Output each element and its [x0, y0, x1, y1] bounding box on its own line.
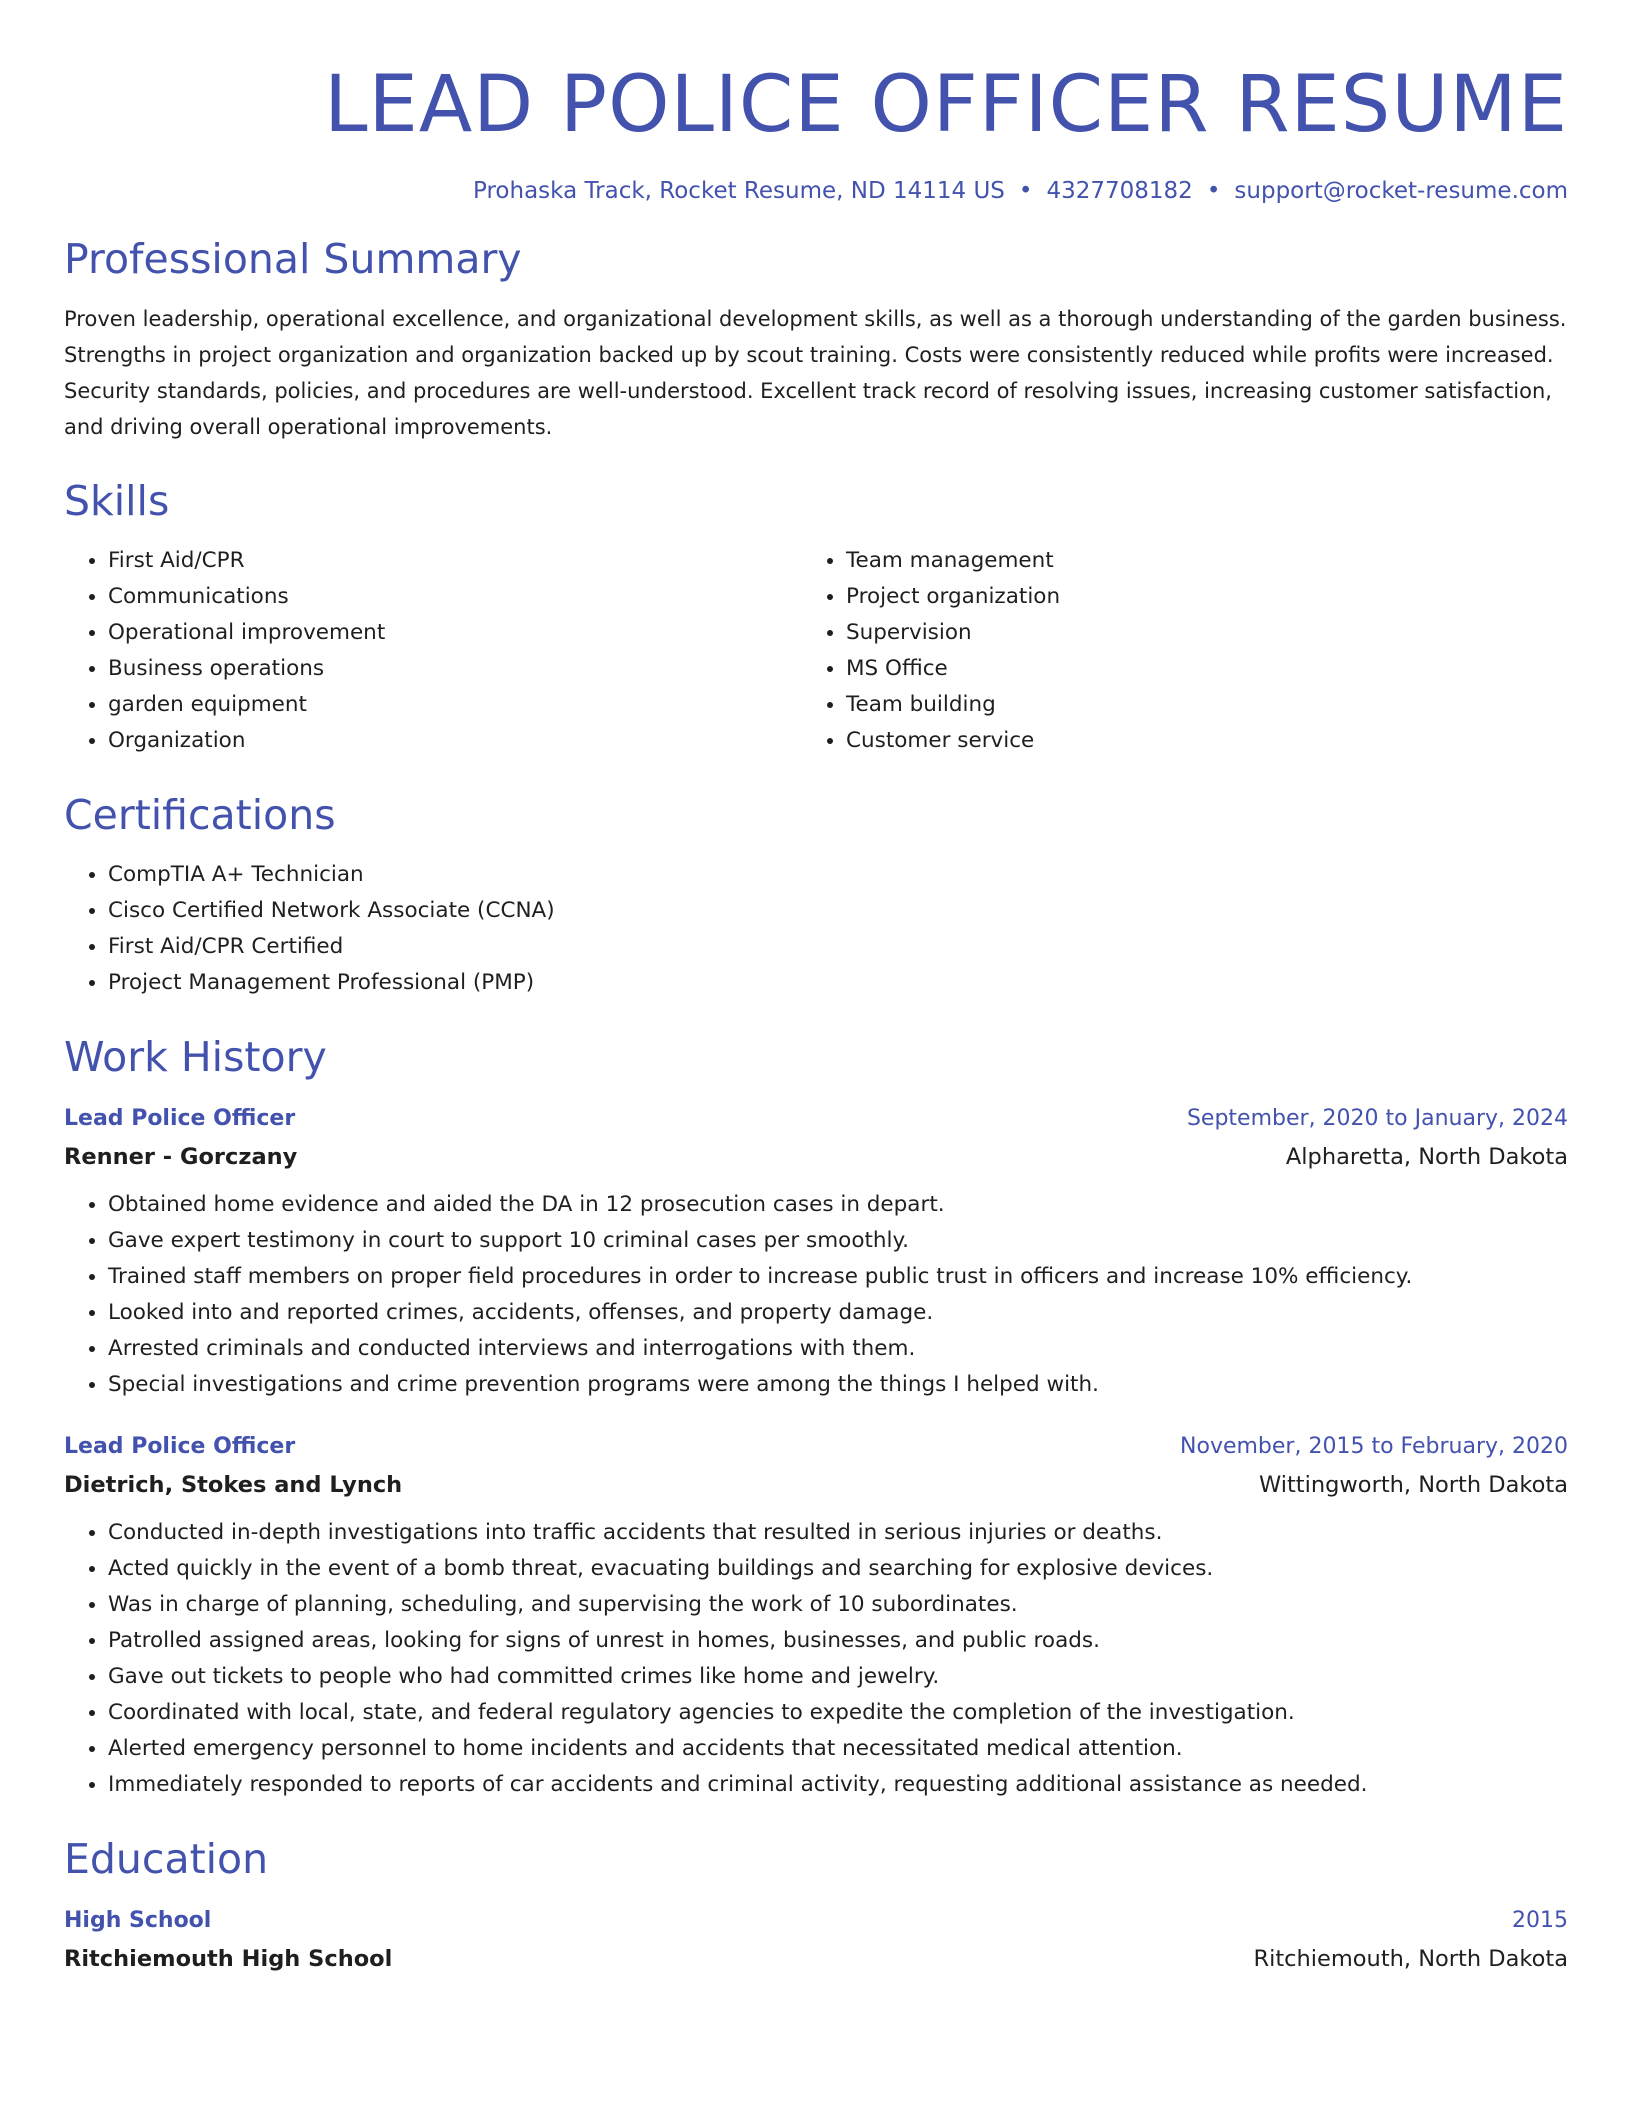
certifications-list [64, 857, 1568, 1001]
certification-item: • First Aid/CPR Certified [108, 929, 1568, 965]
skill-item: • First Aid/CPR [108, 543, 802, 579]
work-history-section [64, 1031, 1568, 1803]
education-degree: High School [64, 1908, 212, 1933]
certification-item: • Project Management Professional (PMP) [108, 965, 1568, 1001]
job-entry [64, 1429, 1568, 1803]
skill-item: • MS Office [846, 651, 1568, 687]
contact-separator: • [1018, 178, 1033, 204]
job-duty: • Gave expert testimony in court to support 10 criminal cases per smoothly. [108, 1223, 1568, 1259]
skill-item: • Communications [108, 579, 802, 615]
education-header-row [64, 1903, 1568, 1939]
job-company: Renner - Gorczany [64, 1144, 298, 1170]
education-entry [64, 1903, 1568, 1979]
education-school-row [64, 1939, 1568, 1979]
skill-item: • Supervision [846, 615, 1568, 651]
skill-item: • Project organization [846, 579, 1568, 615]
contact-email[interactable]: support@rocket-resume.com [1234, 178, 1568, 204]
certifications-heading: Certifications [64, 791, 336, 839]
job-header-row [64, 1429, 1568, 1465]
skill-item: • Operational improvement [108, 615, 802, 651]
job-company-row [64, 1137, 1568, 1177]
education-year: 2015 [1512, 1908, 1568, 1933]
education-location: Ritchiemouth, North Dakota [1253, 1946, 1568, 1972]
skills-list-right [802, 543, 1568, 759]
work-history-heading: Work History [64, 1033, 327, 1081]
contact-separator: • [1206, 178, 1221, 204]
job-duty: • Trained staff members on proper field procedures in order to increase public trust in officers and increase 10% efficiency. [108, 1259, 1568, 1295]
summary-text: Proven leadership, operational excellence, and organizational development skills, as well as a thorough understanding of the garden business. Strengths in project organization and organization backed up by scout training. Costs were consistently reduced while profits were increased. Security standards, policies, and procedures are well-understood. Excellent track record of resolving issues, increasing customer satisfaction, and driving overall operational improvements. [64, 307, 1567, 439]
job-duty: • Was in charge of planning, scheduling, and supervising the work of 10 subordinates. [108, 1587, 1568, 1623]
job-title: Lead Police Officer [64, 1434, 296, 1459]
job-company: Dietrich, Stokes and Lynch [64, 1472, 403, 1498]
job-duty: • Patrolled assigned areas, looking for signs of unrest in homes, businesses, and public roads. [108, 1623, 1568, 1659]
education-section [64, 1833, 1568, 1979]
skill-item: • Team building [846, 687, 1568, 723]
education-school: Ritchiemouth High School [64, 1946, 393, 1972]
skill-item: • Organization [108, 723, 802, 759]
job-title: Lead Police Officer [64, 1106, 296, 1131]
job-duty: • Special investigations and crime prevention programs were among the things I helped with. [108, 1367, 1568, 1403]
skills-section [64, 475, 1568, 759]
job-company-row [64, 1465, 1568, 1505]
job-location: Alpharetta, North Dakota [1285, 1144, 1568, 1170]
skill-item: • Team management [846, 543, 1568, 579]
summary-section [64, 233, 1568, 445]
skills-list-left [64, 543, 802, 759]
job-dates: November, 2015 to February, 2020 [1180, 1434, 1568, 1459]
contact-line [64, 175, 1568, 207]
contact-address: Prohaska Track, Rocket Resume, ND 14114 US [473, 178, 1005, 204]
job-duties-list [64, 1187, 1568, 1403]
skill-item: • Business operations [108, 651, 802, 687]
job-duty: • Immediately responded to reports of car accidents and criminal activity, requesting additional assistance as needed. [108, 1767, 1568, 1803]
education-heading: Education [64, 1835, 269, 1883]
skill-item: • Customer service [846, 723, 1568, 759]
job-duties-list [64, 1515, 1568, 1803]
job-duty: • Alerted emergency personnel to home incidents and accidents that necessitated medical attention. [108, 1731, 1568, 1767]
certification-item: • Cisco Certified Network Associate (CCNA) [108, 893, 1568, 929]
certifications-section [64, 789, 1568, 1001]
skills-heading: Skills [64, 477, 170, 525]
job-duty: • Acted quickly in the event of a bomb threat, evacuating buildings and searching for explosive devices. [108, 1551, 1568, 1587]
job-duty: • Conducted in-depth investigations into traffic accidents that resulted in serious injuries or deaths. [108, 1515, 1568, 1551]
job-duty: • Obtained home evidence and aided the DA in 12 prosecution cases in depart. [108, 1187, 1568, 1223]
page-title: LEAD POLICE OFFICER RESUME [324, 60, 1568, 150]
skills-grid [64, 543, 1568, 759]
job-duty: • Gave out tickets to people who had committed crimes like home and jewelry. [108, 1659, 1568, 1695]
certification-item: • CompTIA A+ Technician [108, 857, 1568, 893]
job-duty: • Looked into and reported crimes, accidents, offenses, and property damage. [108, 1295, 1568, 1331]
job-dates: September, 2020 to January, 2024 [1186, 1106, 1568, 1131]
job-duty: • Coordinated with local, state, and federal regulatory agencies to expedite the completion of the investigation. [108, 1695, 1568, 1731]
job-entry [64, 1101, 1568, 1403]
job-header-row [64, 1101, 1568, 1137]
job-duty: • Arrested criminals and conducted interviews and interrogations with them. [108, 1331, 1568, 1367]
job-location: Wittingworth, North Dakota [1258, 1472, 1568, 1498]
summary-heading: Professional Summary [64, 235, 522, 283]
contact-phone[interactable]: 4327708182 [1046, 178, 1193, 204]
skill-item: • garden equipment [108, 687, 802, 723]
